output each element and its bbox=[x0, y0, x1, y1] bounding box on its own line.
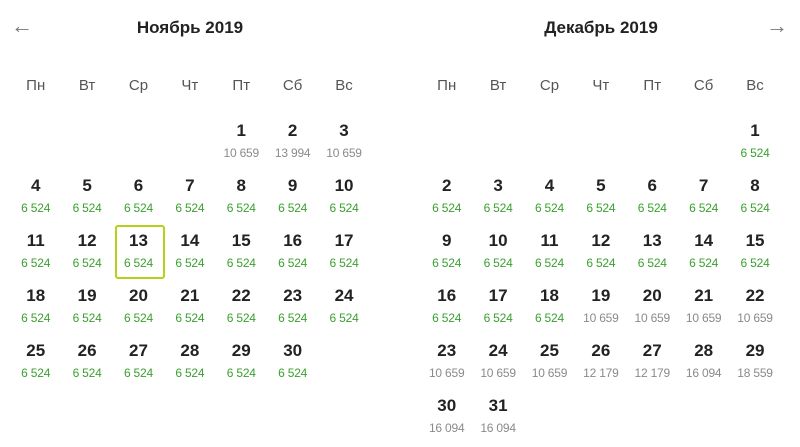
day-cell[interactable] bbox=[10, 335, 61, 390]
day-number: 10 bbox=[334, 176, 354, 195]
day-cell[interactable] bbox=[627, 225, 678, 280]
empty-day-cell bbox=[472, 115, 523, 170]
day-cell[interactable] bbox=[10, 170, 61, 225]
weekday-label: Вс bbox=[335, 77, 353, 94]
day-price: 10 659 bbox=[737, 311, 773, 325]
day-price: 6 524 bbox=[175, 201, 205, 215]
day-number: 13 bbox=[642, 231, 662, 250]
weekday-header bbox=[421, 77, 781, 94]
day-cell[interactable] bbox=[729, 335, 780, 390]
day-cell[interactable] bbox=[421, 390, 472, 445]
day-price: 13 994 bbox=[274, 146, 311, 160]
day-number: 23 bbox=[283, 286, 303, 305]
day-number: 21 bbox=[180, 286, 200, 305]
day-price: 6 524 bbox=[175, 256, 205, 270]
day-number: 1 bbox=[236, 121, 246, 140]
day-number: 28 bbox=[694, 341, 714, 360]
day-number: 3 bbox=[493, 176, 503, 195]
weekday-label: Вс bbox=[746, 77, 764, 94]
day-price: 6 524 bbox=[432, 311, 462, 325]
day-price: 6 524 bbox=[72, 256, 102, 270]
empty-day-cell bbox=[678, 115, 729, 170]
day-number: 17 bbox=[488, 286, 508, 305]
day-cell[interactable] bbox=[267, 280, 318, 335]
day-number: 5 bbox=[82, 176, 92, 195]
day-number: 12 bbox=[77, 231, 97, 250]
day-price: 18 559 bbox=[737, 366, 773, 380]
day-price: 6 524 bbox=[483, 201, 513, 215]
next-month-arrow-icon[interactable]: → bbox=[766, 13, 788, 38]
day-number: 14 bbox=[180, 231, 200, 250]
day-number: 16 bbox=[437, 286, 457, 305]
day-price: 6 524 bbox=[329, 256, 359, 270]
day-cell[interactable] bbox=[318, 170, 369, 225]
day-number: 19 bbox=[591, 286, 611, 305]
day-price: 6 524 bbox=[21, 311, 51, 325]
day-cell[interactable] bbox=[627, 335, 678, 390]
empty-day-cell bbox=[627, 115, 678, 170]
day-price: 6 524 bbox=[278, 366, 308, 380]
day-price: 10 659 bbox=[223, 146, 260, 160]
day-price: 10 659 bbox=[685, 311, 722, 325]
day-number: 4 bbox=[544, 176, 555, 195]
day-cell[interactable] bbox=[61, 335, 112, 390]
empty-day-cell bbox=[421, 115, 472, 170]
weekday-label: Сб bbox=[693, 77, 714, 94]
day-cell[interactable] bbox=[627, 170, 678, 225]
day-number: 22 bbox=[745, 286, 765, 305]
day-price: 16 094 bbox=[685, 366, 722, 380]
day-number: 6 bbox=[133, 176, 144, 195]
day-number: 27 bbox=[129, 341, 148, 360]
day-cell[interactable] bbox=[524, 280, 575, 335]
day-price: 6 524 bbox=[534, 201, 564, 215]
day-price: 6 524 bbox=[586, 256, 616, 270]
day-number: 25 bbox=[540, 341, 559, 360]
day-cell[interactable] bbox=[10, 280, 61, 335]
day-cell[interactable] bbox=[267, 170, 318, 225]
weekday-label: Ср bbox=[128, 77, 149, 94]
day-price: 16 094 bbox=[480, 421, 516, 435]
day-number: 14 bbox=[694, 231, 714, 250]
empty-day-cell bbox=[575, 115, 626, 170]
day-number: 18 bbox=[540, 286, 559, 305]
day-number: 20 bbox=[129, 286, 148, 305]
day-cell[interactable] bbox=[267, 225, 318, 280]
day-cell[interactable] bbox=[61, 225, 112, 280]
day-price: 6 524 bbox=[740, 146, 770, 160]
day-cell[interactable] bbox=[61, 280, 112, 335]
weekday-label: Чт bbox=[592, 77, 610, 94]
days-grid bbox=[421, 115, 781, 445]
day-price: 6 524 bbox=[278, 256, 308, 270]
day-number: 28 bbox=[180, 341, 200, 360]
day-number: 30 bbox=[437, 396, 457, 415]
day-number: 31 bbox=[488, 396, 508, 415]
day-cell[interactable] bbox=[164, 335, 215, 390]
day-price: 6 524 bbox=[740, 201, 770, 215]
day-price: 6 524 bbox=[432, 201, 462, 215]
day-cell[interactable] bbox=[729, 170, 780, 225]
day-number: 6 bbox=[647, 176, 657, 195]
day-cell[interactable] bbox=[524, 335, 575, 390]
day-price: 6 524 bbox=[226, 366, 256, 380]
day-price: 6 524 bbox=[72, 201, 102, 215]
month-title: Декабрь 2019 bbox=[544, 18, 658, 37]
month-calendar-december bbox=[421, 0, 781, 447]
day-cell[interactable] bbox=[729, 225, 780, 280]
day-number: 5 bbox=[596, 176, 606, 195]
day-number: 2 bbox=[287, 121, 298, 140]
weekday-header bbox=[10, 77, 370, 94]
day-number: 13 bbox=[129, 231, 148, 250]
day-cell[interactable] bbox=[318, 280, 369, 335]
day-cell[interactable] bbox=[318, 225, 369, 280]
day-number: 29 bbox=[231, 341, 251, 360]
day-number: 25 bbox=[26, 341, 46, 360]
day-number: 15 bbox=[745, 231, 765, 250]
empty-day-cell bbox=[113, 115, 164, 170]
day-price: 6 524 bbox=[226, 311, 256, 325]
day-number: 17 bbox=[334, 231, 354, 250]
day-cell[interactable] bbox=[421, 225, 472, 280]
day-cell[interactable] bbox=[627, 280, 678, 335]
day-price: 10 659 bbox=[326, 146, 362, 160]
day-cell[interactable] bbox=[216, 335, 267, 390]
day-cell[interactable] bbox=[113, 280, 164, 335]
day-number: 4 bbox=[30, 176, 41, 195]
day-price: 6 524 bbox=[21, 201, 51, 215]
day-price: 6 524 bbox=[534, 311, 564, 325]
day-cell[interactable] bbox=[575, 280, 626, 335]
day-price: 6 524 bbox=[329, 201, 359, 215]
days-grid bbox=[10, 115, 370, 390]
day-price: 6 524 bbox=[72, 366, 102, 380]
day-cell[interactable] bbox=[421, 335, 472, 390]
weekday-label: Чт bbox=[181, 77, 199, 94]
day-number: 27 bbox=[642, 341, 662, 360]
day-price: 6 524 bbox=[740, 256, 770, 270]
prev-month-arrow-icon[interactable]: ← bbox=[11, 13, 33, 38]
day-price: 6 524 bbox=[329, 311, 359, 325]
day-price: 6 524 bbox=[72, 311, 102, 325]
day-cell[interactable] bbox=[318, 115, 369, 170]
day-number: 7 bbox=[185, 176, 195, 195]
day-number: 23 bbox=[437, 341, 457, 360]
weekday-label: Пт bbox=[643, 77, 662, 94]
day-cell[interactable] bbox=[678, 170, 729, 225]
day-number: 24 bbox=[488, 341, 508, 360]
day-number: 16 bbox=[283, 231, 303, 250]
day-number: 18 bbox=[26, 286, 46, 305]
day-cell[interactable] bbox=[472, 225, 523, 280]
day-cell[interactable] bbox=[524, 170, 575, 225]
day-price: 6 524 bbox=[123, 201, 153, 215]
day-cell[interactable] bbox=[472, 170, 523, 225]
day-cell[interactable] bbox=[267, 335, 318, 390]
day-cell[interactable] bbox=[575, 335, 626, 390]
day-price: 6 524 bbox=[278, 201, 308, 215]
day-price: 10 659 bbox=[480, 366, 516, 380]
day-price: 6 524 bbox=[483, 311, 513, 325]
day-price: 6 524 bbox=[226, 256, 256, 270]
day-number: 9 bbox=[441, 231, 452, 250]
day-cell[interactable] bbox=[678, 225, 729, 280]
day-number: 12 bbox=[591, 231, 611, 250]
day-price: 6 524 bbox=[689, 256, 719, 270]
day-cell[interactable] bbox=[729, 280, 780, 335]
day-cell-selected[interactable] bbox=[113, 225, 164, 280]
day-cell[interactable] bbox=[216, 225, 267, 280]
day-price: 12 179 bbox=[634, 366, 671, 380]
empty-day-cell bbox=[164, 115, 215, 170]
weekday-label: Пн bbox=[26, 77, 46, 94]
day-number: 8 bbox=[750, 176, 760, 195]
day-cell[interactable] bbox=[421, 280, 472, 335]
day-price: 10 659 bbox=[583, 311, 619, 325]
day-number: 15 bbox=[231, 231, 251, 250]
day-cell[interactable] bbox=[164, 280, 215, 335]
day-price: 10 659 bbox=[634, 311, 671, 325]
day-cell[interactable] bbox=[472, 335, 523, 390]
day-cell[interactable] bbox=[10, 225, 61, 280]
weekday-label: Ср bbox=[539, 77, 560, 94]
day-price: 6 524 bbox=[21, 366, 51, 380]
weekday-label: Вт bbox=[489, 77, 507, 94]
day-price: 6 524 bbox=[123, 311, 153, 325]
day-cell[interactable] bbox=[524, 225, 575, 280]
day-cell[interactable] bbox=[164, 170, 215, 225]
day-cell[interactable] bbox=[113, 335, 164, 390]
day-cell[interactable] bbox=[113, 170, 164, 225]
day-number: 7 bbox=[698, 176, 709, 195]
weekday-label: Вт bbox=[78, 77, 96, 94]
day-number: 2 bbox=[441, 176, 452, 195]
day-cell[interactable] bbox=[575, 225, 626, 280]
day-price: 6 524 bbox=[534, 256, 564, 270]
day-cell[interactable] bbox=[421, 170, 472, 225]
day-cell[interactable] bbox=[575, 170, 626, 225]
day-number: 1 bbox=[750, 121, 760, 140]
day-number: 21 bbox=[694, 286, 714, 305]
day-number: 3 bbox=[339, 121, 349, 140]
weekday-label: Пт bbox=[232, 77, 251, 94]
day-cell[interactable] bbox=[164, 225, 215, 280]
day-cell[interactable] bbox=[472, 390, 523, 445]
day-price: 6 524 bbox=[21, 256, 51, 270]
day-price: 6 524 bbox=[432, 256, 462, 270]
day-cell[interactable] bbox=[267, 115, 318, 170]
weekday-label: Пн bbox=[437, 77, 457, 94]
day-number: 8 bbox=[236, 176, 246, 195]
day-cell[interactable] bbox=[216, 170, 267, 225]
day-price: 6 524 bbox=[226, 201, 256, 215]
day-price: 6 524 bbox=[123, 366, 153, 380]
day-price: 6 524 bbox=[637, 201, 667, 215]
day-number: 11 bbox=[26, 231, 45, 250]
month-calendar-november bbox=[10, 0, 370, 447]
day-cell[interactable] bbox=[678, 280, 729, 335]
day-cell[interactable] bbox=[216, 280, 267, 335]
day-price: 10 659 bbox=[428, 366, 465, 380]
day-cell[interactable] bbox=[216, 115, 267, 170]
day-price: 12 179 bbox=[583, 366, 619, 380]
day-price: 6 524 bbox=[689, 201, 719, 215]
day-price: 6 524 bbox=[175, 311, 205, 325]
day-price: 6 524 bbox=[278, 311, 308, 325]
day-price: 6 524 bbox=[637, 256, 667, 270]
day-cell[interactable] bbox=[678, 335, 729, 390]
day-number: 26 bbox=[77, 341, 97, 360]
day-number: 19 bbox=[77, 286, 97, 305]
day-cell[interactable] bbox=[472, 280, 523, 335]
empty-day-cell bbox=[524, 115, 575, 170]
day-price: 6 524 bbox=[586, 201, 616, 215]
empty-day-cell bbox=[61, 115, 112, 170]
day-price: 6 524 bbox=[483, 256, 513, 270]
day-price: 10 659 bbox=[531, 366, 568, 380]
day-number: 29 bbox=[745, 341, 765, 360]
day-price: 6 524 bbox=[175, 366, 205, 380]
day-number: 9 bbox=[287, 176, 298, 195]
day-price: 6 524 bbox=[123, 256, 153, 270]
month-title: Ноябрь 2019 bbox=[136, 18, 244, 37]
day-number: 26 bbox=[591, 341, 611, 360]
weekday-label: Сб bbox=[282, 77, 303, 94]
day-number: 30 bbox=[283, 341, 303, 360]
day-number: 24 bbox=[334, 286, 354, 305]
day-price: 16 094 bbox=[428, 421, 465, 435]
empty-day-cell bbox=[10, 115, 61, 170]
day-number: 11 bbox=[540, 231, 559, 250]
day-number: 20 bbox=[642, 286, 662, 305]
day-number: 22 bbox=[231, 286, 251, 305]
day-cell[interactable] bbox=[61, 170, 112, 225]
day-number: 10 bbox=[488, 231, 508, 250]
day-cell[interactable] bbox=[729, 115, 780, 170]
